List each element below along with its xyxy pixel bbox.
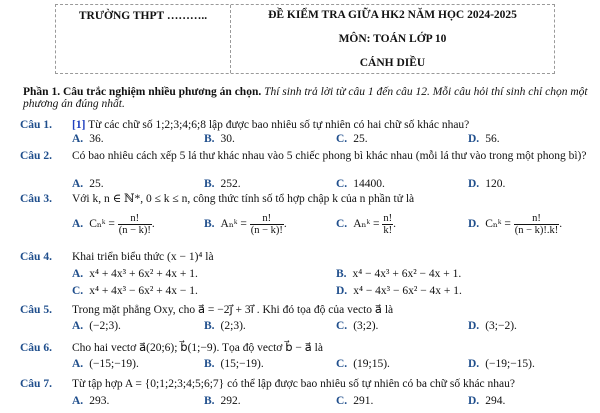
options-row	[72, 395, 592, 407]
option-d[interactable]: D. 294.	[468, 395, 506, 407]
option-b[interactable]: B. 292.	[204, 395, 241, 407]
option-a[interactable]: A. 25.	[72, 178, 104, 190]
question-text: Cho hai vectơ a⃗(20;6); b⃗(1;−9). Tọa độ vectơ b⃗ − a⃗ là	[72, 342, 323, 354]
option-b[interactable]: B. 30.	[204, 133, 235, 145]
fraction: $\frac{n!}{(n - k)!.k!}$	[514, 213, 559, 236]
question-tag: [1]	[72, 119, 86, 131]
option-a[interactable]: A. 293.	[72, 395, 110, 407]
option-c[interactable]: C. x⁴ + 4x³ − 6x² + 4x − 1.	[72, 285, 198, 297]
option-c[interactable]: C. (3;2).	[336, 320, 379, 332]
question-text: Từ tập hợp A = {0;1;2;3;4;5;6;7} có thể lập được bao nhiêu số tự nhiên có ba chữ số khác nhau?	[72, 378, 515, 390]
question-label: Câu 6.	[20, 342, 52, 354]
exam-subject: MÔN: TOÁN LỚP 10	[338, 33, 447, 45]
option-c[interactable]: C. 14400.	[336, 178, 385, 190]
fraction: $\frac{n!}{(n - k)!}$	[118, 213, 151, 236]
option-a[interactable]: A. Cₙᵏ = $\frac{n!}{(n - k)!}$ .	[72, 213, 155, 236]
school-name: TRƯỜNG THPT ………..	[56, 5, 231, 73]
exam-title: ĐỀ KIỂM TRA GIỮA HK2 NĂM HỌC 2024-2025	[268, 9, 517, 21]
option-c[interactable]: C. 25.	[336, 133, 368, 145]
option-d[interactable]: D. 120.	[468, 178, 506, 190]
option-d[interactable]: D. 56.	[468, 133, 500, 145]
option-b[interactable]: B. x⁴ − 4x³ + 6x² − 4x + 1.	[336, 268, 462, 280]
question-text: Có bao nhiêu cách xếp 5 lá thư khác nhau vào 5 chiếc phong bì khác nhau (mỗi lá thư vào trong một phong bì)?	[72, 150, 587, 162]
exam-book: CÁNH DIỀU	[359, 57, 426, 69]
option-a[interactable]: A. (−15;−19).	[72, 358, 139, 370]
part1-heading	[23, 86, 595, 110]
question-label: Câu 2.	[20, 150, 52, 162]
question-label: Câu 7.	[20, 378, 52, 390]
options-row	[72, 268, 592, 280]
options-row	[72, 320, 592, 332]
option-a[interactable]: A. (−2;3).	[72, 320, 121, 332]
part1-instruction: Thí sinh trả lời từ câu 1 đến câu 12. Mỗi câu hỏi thí sinh chỉ chọn một phương án đúng nhất.	[23, 86, 588, 110]
option-b[interactable]: B. 252.	[204, 178, 241, 190]
option-c[interactable]: C. Aₙᵏ = $\frac{n!}{k!}$ .	[336, 213, 396, 236]
options-row	[72, 209, 592, 239]
option-d[interactable]: D. Cₙᵏ = $\frac{n!}{(n - k)!.k!}$ .	[468, 213, 563, 236]
question-label: Câu 5.	[20, 304, 52, 316]
option-a[interactable]: A. x⁴ + 4x³ + 6x² + 4x + 1.	[72, 268, 198, 280]
option-b[interactable]: B. Aₙᵏ = $\frac{n!}{(n - k)!}$ .	[204, 213, 287, 236]
options-row	[72, 285, 592, 297]
question-text: Trong mặt phẳng Oxy, cho a⃗ = −2j⃗ + 3i⃗ . Khi đó tọa độ của vecto a⃗ là	[72, 304, 394, 316]
part1-title: Phần 1. Câu trắc nghiệm nhiều phương án chọn.	[23, 86, 262, 98]
options-row	[72, 178, 592, 190]
question-text: [1] Từ các chữ số 1;2;3;4;6;8 lập được bao nhiêu số tự nhiên có hai chữ số khác nhau?	[72, 119, 470, 131]
exam-header	[55, 4, 555, 74]
question-label: Câu 1.	[20, 119, 52, 131]
question-label: Câu 3.	[20, 193, 52, 205]
option-c[interactable]: C. 291.	[336, 395, 374, 407]
option-d[interactable]: D. x⁴ − 4x³ − 6x² − 4x + 1.	[336, 285, 462, 297]
option-b[interactable]: B. (2;3).	[204, 320, 246, 332]
fraction: $\frac{n!}{k!}$	[383, 213, 393, 236]
option-b[interactable]: B. (15;−19).	[204, 358, 264, 370]
question-text: Khai triển biểu thức (x − 1)⁴ là	[72, 251, 214, 263]
exam-info	[231, 5, 554, 73]
option-d[interactable]: D. (3;−2).	[468, 320, 517, 332]
question-text: Với k, n ∈ ℕ*, 0 ≤ k ≤ n, công thức tính số tổ hợp chập k của n phần tử là	[72, 193, 415, 205]
question-label: Câu 4.	[20, 251, 52, 263]
option-d[interactable]: D. (−19;−15).	[468, 358, 535, 370]
fraction: $\frac{n!}{(n - k)!}$	[250, 213, 283, 236]
option-c[interactable]: C. (19;15).	[336, 358, 390, 370]
option-a[interactable]: A. 36.	[72, 133, 104, 145]
options-row	[72, 358, 592, 370]
options-row	[72, 133, 592, 145]
